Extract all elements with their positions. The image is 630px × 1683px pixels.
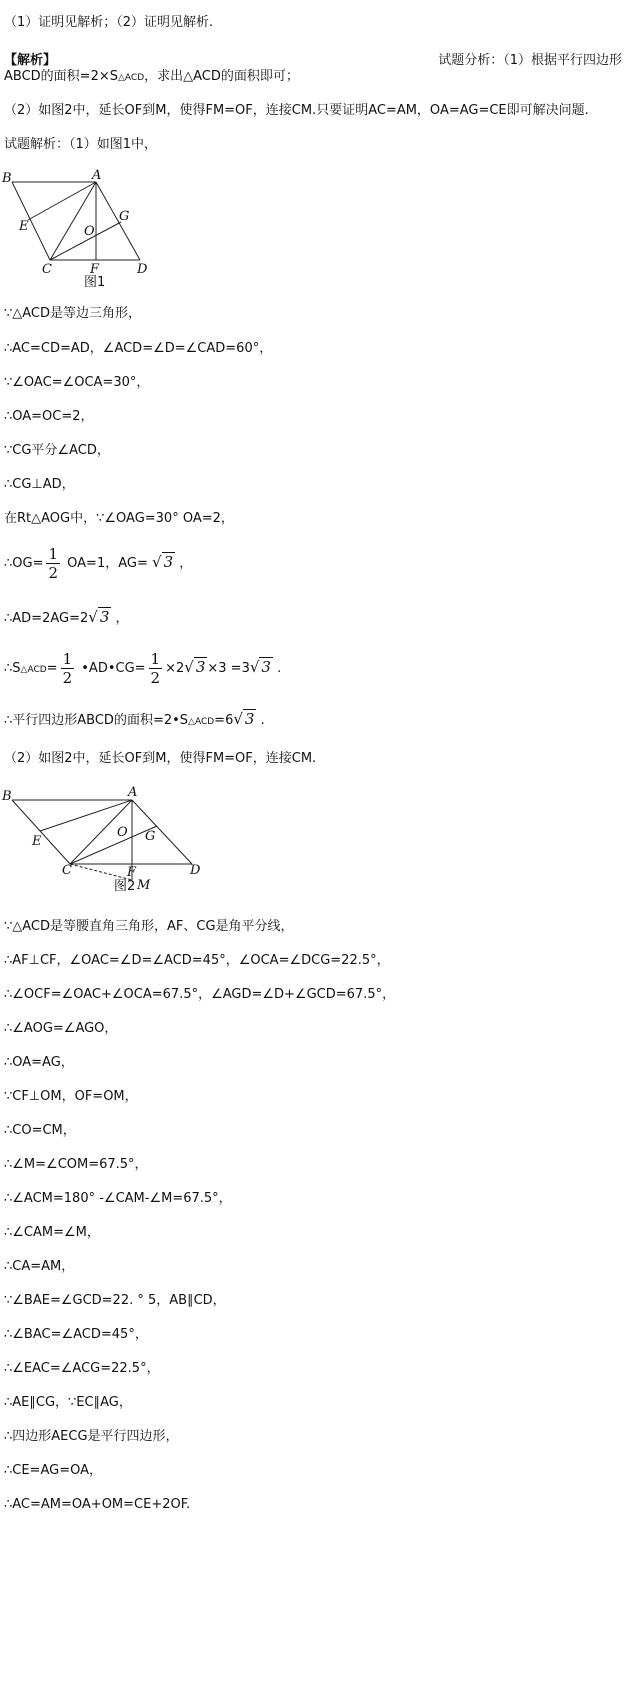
p2-line-13: ∴∠EAC=∠ACG=22.5°， bbox=[4, 1361, 160, 1376]
s-frac2-den: 2 bbox=[150, 669, 161, 687]
fig1-label-o: O bbox=[84, 224, 95, 239]
fig1-label-d: D bbox=[137, 262, 148, 277]
fig2-caption: 图2 bbox=[114, 879, 136, 894]
area-sqrt: √ 3 bbox=[233, 710, 255, 728]
s-frac2-num: 1 bbox=[150, 650, 161, 668]
fig2-label-e: E bbox=[32, 834, 42, 849]
og-fraction bbox=[46, 545, 60, 582]
fig2-label-m: M bbox=[137, 878, 151, 893]
analysis-line-3: （2）如图2中，延长OF到M，使得FM=OF，连接CM.只要证明AC=AM，OA=AG=CE即可解决问题. bbox=[4, 103, 589, 118]
p2-line-0: ∵△ACD是等腰直角三角形，AF、CG是角平分线， bbox=[4, 919, 294, 934]
s-mid2: ×2 bbox=[165, 661, 185, 676]
fig1-label-g: G bbox=[119, 209, 130, 224]
s-sqrt-1: √ 3 bbox=[184, 658, 206, 676]
s-sqrt2-rad: 3 bbox=[261, 658, 271, 676]
p1-line-1: ∴AC=CD=AD，∠ACD=∠D=∠CAD=60°， bbox=[4, 341, 273, 356]
s-fraction-2 bbox=[149, 650, 163, 687]
p2-line-9: ∴∠CAM=∠M， bbox=[4, 1225, 100, 1240]
og-frac-den: 2 bbox=[48, 564, 59, 582]
area-pre: ∴平行四边形ABCD的面积=2•S bbox=[4, 713, 189, 728]
ad-pre: ∴AD=2AG=2 bbox=[4, 611, 89, 626]
s-line bbox=[4, 650, 281, 687]
s-mid3: ×3 =3 bbox=[207, 661, 250, 676]
fig1-label-b: B bbox=[2, 171, 12, 186]
p2-line-2: ∴∠OCF=∠OAC+∠OCA=67.5°，∠AGD=∠D+∠GCD=67.5°， bbox=[4, 987, 396, 1002]
p2-line-3: ∴∠AOG=∠AGO， bbox=[4, 1021, 118, 1036]
area-line bbox=[4, 710, 265, 731]
ad-sqrt-rad: 3 bbox=[99, 608, 110, 626]
p1-line-3: ∴OA=OC=2， bbox=[4, 409, 94, 424]
s-frac1-den: 2 bbox=[62, 669, 73, 687]
fig2-label-g: G bbox=[145, 829, 156, 844]
s-mid1: •AD•CG= bbox=[77, 661, 146, 676]
p2-line-15: ∴四边形AECG是平行四边形， bbox=[4, 1429, 179, 1444]
area-post: . bbox=[256, 713, 265, 728]
fig2-label-a: A bbox=[128, 785, 138, 800]
fig1-label-e: E bbox=[19, 219, 29, 234]
p1-line-4: ∵CG平分∠ACD， bbox=[4, 443, 110, 458]
s-pre: ∴S bbox=[4, 661, 21, 676]
og-sqrt: √ 3 bbox=[152, 553, 174, 571]
s-sqrt1-rad: 3 bbox=[195, 658, 206, 676]
analysis-line-2-rest: ，求出△ACD的面积即可； bbox=[144, 69, 299, 84]
s-frac1-num: 1 bbox=[62, 650, 73, 668]
og-pre: ∴OG= bbox=[4, 556, 44, 571]
fig2-label-b: B bbox=[2, 789, 12, 804]
p1-line-0: ∵△ACD是等边三角形， bbox=[4, 306, 142, 321]
analysis-line-2-sub: △ACD bbox=[117, 73, 145, 83]
answer-line: （1）证明见解析；（2）证明见解析. bbox=[4, 15, 214, 30]
p2-line-6: ∴CO=CM， bbox=[4, 1123, 76, 1138]
og-mid: OA=1，AG= bbox=[63, 556, 152, 571]
fig1-caption: 图1 bbox=[84, 275, 106, 290]
og-post: ， bbox=[175, 556, 193, 571]
p1-line-5: ∴CG⊥AD， bbox=[4, 477, 75, 492]
fig1-label-a: A bbox=[92, 168, 102, 183]
ad-line bbox=[4, 608, 129, 628]
og-sqrt-rad: 3 bbox=[163, 553, 174, 571]
area-mid: =6 bbox=[214, 713, 234, 728]
p1-line-6: 在Rt△AOG中，∵∠OAG=30° OA=2， bbox=[4, 511, 234, 526]
p2-line-16: ∴CE=AG=OA， bbox=[4, 1463, 102, 1478]
analysis-line-2-text: ABCD的面积=2×S bbox=[4, 69, 118, 84]
analysis-right-text: 试题分析：（1）根据平行四边形 bbox=[438, 53, 622, 68]
p2-line-17: ∴AC=AM=OA+OM=CE+2OF. bbox=[4, 1497, 191, 1512]
ad-post: ， bbox=[111, 611, 129, 626]
fig2-label-c: C bbox=[62, 863, 72, 878]
fig1-label-f: F bbox=[90, 262, 100, 277]
fig2-label-d: D bbox=[190, 863, 201, 878]
s-eq: = bbox=[46, 661, 58, 676]
fig1-label-c: C bbox=[42, 262, 52, 277]
fig2-label-o: O bbox=[117, 825, 128, 840]
p2-line-8: ∴∠ACM=180° -∠CAM-∠M=67.5°， bbox=[4, 1191, 232, 1206]
figure-2 bbox=[0, 780, 220, 900]
p2-line-4: ∴OA=AG， bbox=[4, 1055, 74, 1070]
p1-line-2: ∵∠OAC=∠OCA=30°， bbox=[4, 375, 150, 390]
area-sub: △ACD bbox=[188, 717, 215, 727]
p2-line-12: ∴∠BAC=∠ACD=45°， bbox=[4, 1327, 148, 1342]
ad-sqrt: √ 3 bbox=[88, 608, 110, 626]
p2-line-7: ∴∠M=∠COM=67.5°， bbox=[4, 1157, 148, 1172]
part2-intro: （2）如图2中，延长OF到M，使得FM=OF，连接CM. bbox=[4, 751, 317, 766]
s-post: . bbox=[272, 661, 282, 676]
p2-line-10: ∴CA=AM， bbox=[4, 1259, 75, 1274]
s-sub: △ACD bbox=[20, 665, 47, 675]
fig2-label-f: F bbox=[127, 865, 137, 880]
analysis-line-2 bbox=[4, 68, 299, 87]
p2-line-14: ∴AE∥CG，∵EC∥AG， bbox=[4, 1395, 132, 1410]
analysis-tag: 【解析】 bbox=[4, 53, 57, 68]
area-sqrt-rad: 3 bbox=[244, 710, 255, 728]
s-fraction-1 bbox=[61, 650, 75, 687]
figure-1 bbox=[0, 165, 175, 290]
s-sqrt-2: √ 3 bbox=[249, 658, 271, 676]
p2-line-5: ∵CF⊥OM，OF=OM， bbox=[4, 1089, 138, 1104]
p2-line-11: ∵∠BAE=∠GCD=22. ° 5，AB∥CD， bbox=[4, 1293, 226, 1308]
p2-line-1: ∴AF⊥CF，∠OAC=∠D=∠ACD=45°，∠OCA=∠DCG=22.5°， bbox=[4, 953, 390, 968]
solution-intro: 试题解析：（1）如图1中， bbox=[4, 137, 158, 152]
og-frac-num: 1 bbox=[48, 545, 59, 563]
og-line bbox=[4, 545, 192, 582]
